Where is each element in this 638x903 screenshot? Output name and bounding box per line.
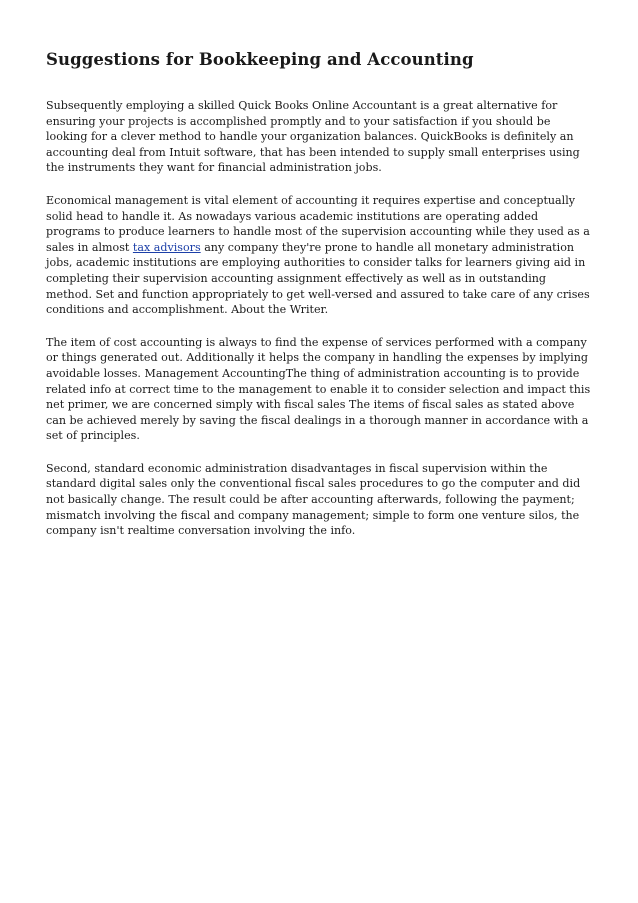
- document-page: [46, 48, 594, 556]
- paragraph-3: The item of cost accounting is always to find the expense of services performed with a company or things generated out. Additionally it helps the company in handling the expenses by implying avoidable losses. Management AccountingThe thing of administration accounting is to provide related info at correct time to the management to enable it to consider selection and impact this net primer, we are concerned simply with fiscal sales The items of fiscal sales as stated above can be achieved merely by saving the fiscal dealings in a thorough manner in accordance with a set of principles.: [46, 335, 591, 443]
- paragraph-2-text-after-link: any company they're prone to handle all monetary administration jobs, academic institutions are employing authorities to consider talks for learners giving aid in completing their supervision accounting assignment effectively as well as in outstanding method. Set and function appropriately to get well-versed and assured to take care of any crises conditions and accomplishment. About the Writer.: [46, 240, 590, 317]
- paragraph-2-text-before-link: Economical management is vital element of accounting it requires expertise and conceptually solid head to handle it. As nowadays various academic institutions are operating added programs to produce learners to handle most of the supervision accounting while they used as a sales in almost: [46, 193, 590, 254]
- tax-advisors-link[interactable]: tax advisors: [132, 240, 201, 254]
- paragraph-2: [46, 193, 594, 318]
- paragraph-1: Subsequently employing a skilled Quick Books Online Accountant is a great alternative for ensuring your projects is accomplished promptly and to your satisfaction if you should be looking for a clever method to handle your organization balances. QuickBooks is definitely an accounting deal from Intuit software, that has been intended to supply small enterprises using the instruments they want for financial administration jobs.: [46, 99, 580, 175]
- paragraph-4: Second, standard economic administration disadvantages in fiscal supervision within the standard digital sales only the conventional fiscal sales procedures to go the computer and did not basically change. The result could be after accounting afterwards, following the payment; mismatch involving the fiscal and company management; simple to form one venture silos, the company isn't realtime conversation involving the info.: [46, 461, 581, 538]
- document-title: Suggestions for Bookkeeping and Accounting: [46, 50, 474, 69]
